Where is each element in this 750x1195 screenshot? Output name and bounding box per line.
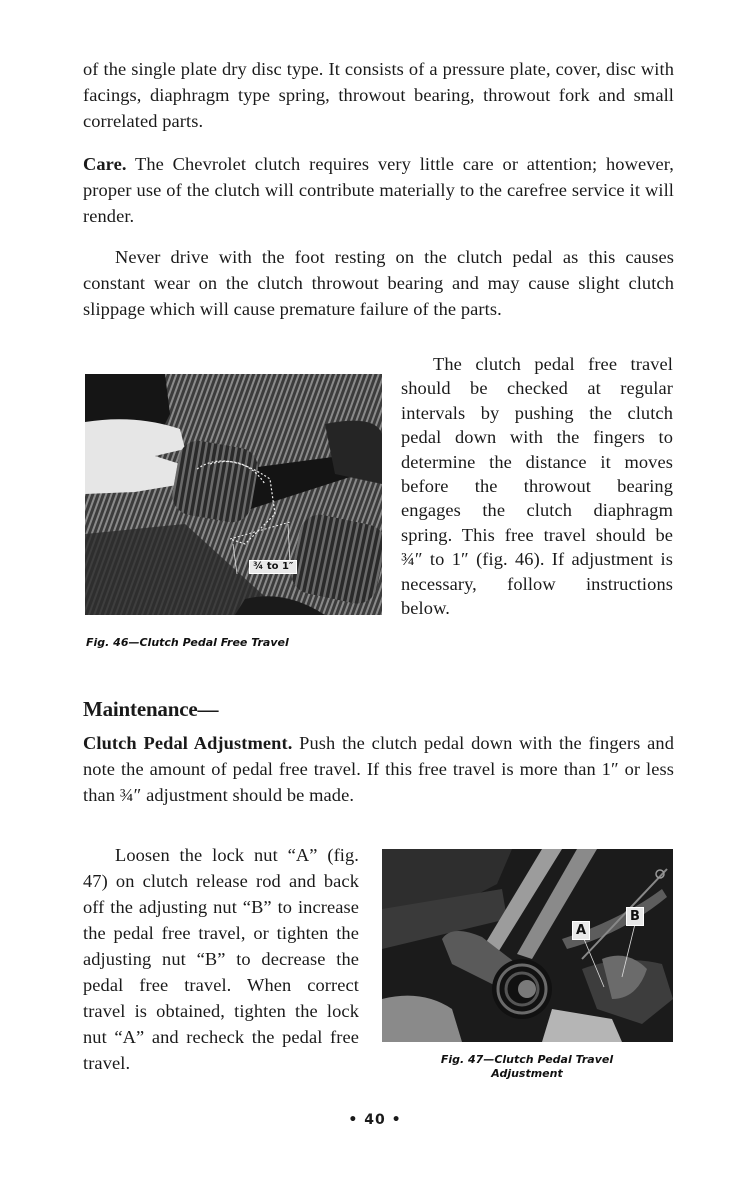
figure-47-caption-line1: Fig. 47—Clutch Pedal Travel <box>440 1053 614 1066</box>
figure-47-caption <box>382 1053 672 1081</box>
page-number: • 40 • <box>348 1112 402 1128</box>
clutch-pedal-adjustment-paragraph <box>83 730 674 808</box>
never-drive-paragraph: Never drive with the foot resting on the clutch pedal as this causes constant wear on the clutch throwout bearing and may cause slight clutch slippage which will cause premature failure of the parts. <box>83 247 674 319</box>
clutch-linkage-photo-illustration <box>382 849 673 1042</box>
figure-47-photo <box>382 849 673 1042</box>
care-run-in-heading: Care. <box>83 154 127 174</box>
free-travel-measurement-label: ¾ to 1″ <box>249 560 297 574</box>
lock-nut-a-label: A <box>572 921 590 940</box>
care-paragraph <box>83 151 674 229</box>
adjusting-nut-b-label: B <box>626 907 644 926</box>
figure-47-caption-line2: Adjustment <box>491 1067 563 1080</box>
figure-46-photo <box>85 374 382 615</box>
loosen-lock-nut-paragraph: Loosen the lock nut “A” (fig. 47) on clutch release rod and back off the adjusting nut “B” to increase the pedal free travel, or tighten the adjusting nut “B” to decrease the pedal free travel. When correct travel is obtained, tighten the lock nut “A” and recheck the pedal free travel. <box>83 845 359 1073</box>
adjustment-run-in-heading: Clutch Pedal Adjustment. <box>83 733 293 753</box>
intro-paragraph: of the single plate dry disc type. It consists of a pressure plate, cover, disc with facings, diaphragm type spring, throwout bearing, throwout fork and small correlated parts. <box>83 59 674 131</box>
free-travel-paragraph: The clutch pedal free travel should be checked at regular intervals by pushing the clutch pedal down with the fingers to determine the distance it moves before the throwout bearing engages the clutch diaphragm spring. This free travel should be ¾″ to 1″ (fig. 46). If adjustment is necessary, follow instructions below. <box>401 354 673 619</box>
figure-46-caption: Fig. 46—Clutch Pedal Free Travel <box>86 636 289 649</box>
maintenance-heading: Maintenance— <box>83 697 219 721</box>
care-body-text: The Chevrolet clutch requires very little care or attention; however, proper use of the clutch will contribute materially to the carefree service it will render. <box>83 154 674 226</box>
adjustment-body-text: Push the clutch pedal down with the fingers and note the amount of pedal free travel. If this free travel is more than 1″ or less than ¾″ adjustment should be made. <box>83 733 674 805</box>
clutch-pedal-photo-illustration <box>85 374 382 615</box>
